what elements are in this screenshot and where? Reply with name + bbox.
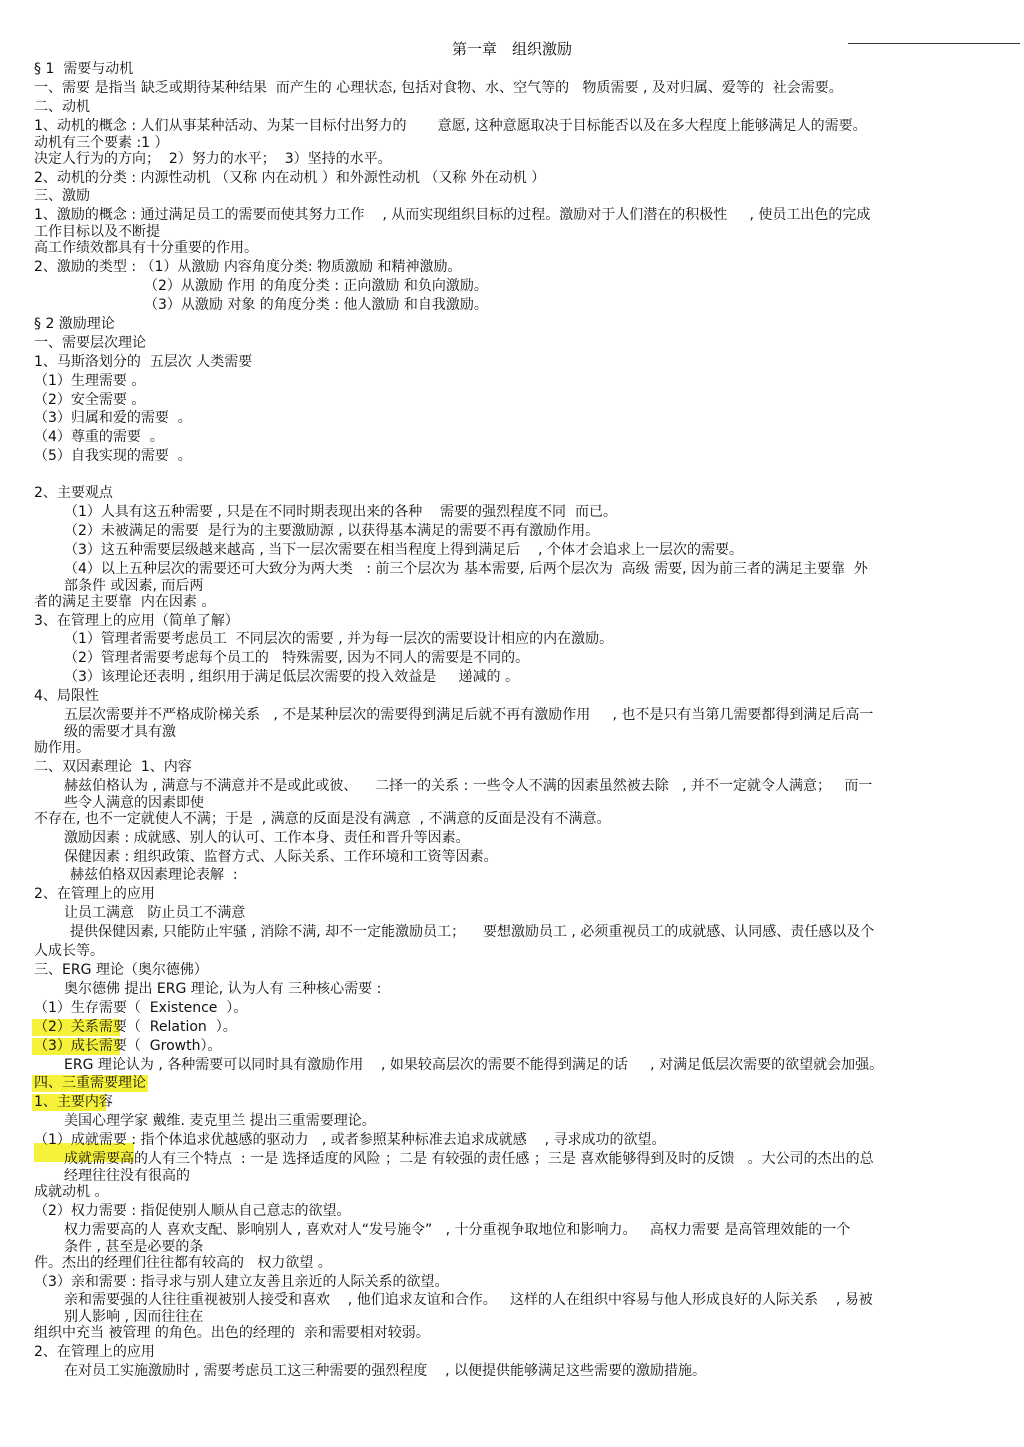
text-line: （3）从激励 对象 的角度分类 : 他人激励 和自我激励。 (144, 296, 488, 313)
text-line: 高工作绩效都具有十分重要的作用。 (34, 240, 258, 257)
list-item: （2）关系需要（ Relation ）。 (34, 1018, 237, 1035)
text-line: 件。杰出的经理们往往都有较高的 权力欲望 。 (34, 1254, 332, 1271)
section-heading: 四、三重需要理论 (34, 1075, 146, 1092)
section-heading: 2、在管理上的应用 (34, 1344, 155, 1361)
list-item: （5）自我实现的需要 。 (34, 448, 192, 465)
text-line: 者的满足主要靠 内在因素 。 (34, 593, 216, 610)
text-line: 励作用。 (34, 740, 90, 756)
text-line: 不存在, 也不一定就使人不满；于是 , 满意的反面是没有满意 , 不满意的反面是没有不满意。 (34, 810, 611, 827)
list-item: （4）以上五种层次的需要还可大致分为两大类 : 前三个层次为 基本需要, 后两个层次为 高级 需要, 因为前三者的满足主要靠 外 (64, 560, 868, 577)
section-heading: § 1 需要与动机 (34, 61, 134, 77)
text-line: 动机有三个要素 :1 ） (34, 134, 169, 151)
text-line: 1、动机的概念 : 人们从事某种活动、为某一目标付出努力的 意愿, 这种意愿取决于目标能否以及在多大程度上能够满足人的需要。 (34, 117, 867, 134)
text-line: 经理往往没有很高的 (64, 1167, 190, 1184)
section-heading: 3、在管理上的应用（简单了解） (34, 612, 239, 629)
list-item: （1）人具有这五种需要 , 只是在不同时期表现出来的各种 需要的强烈程度不同 而已。 (64, 504, 617, 521)
document-body (34, 60, 1020, 1381)
section-heading: 三、激励 (34, 188, 90, 205)
list-item: （3）这五种需要层级越来越高 , 当下一层次需要在相当程度上得到满足后 , 个体才会追求上一层次的需要。 (64, 541, 743, 558)
section-heading: 1、主要内容 (34, 1094, 113, 1111)
text-line: 亲和需要强的人往往重视被别人接受和喜欢 , 他们追求友谊和合作。 这样的人在组织中容易与他人形成良好的人际关系 , 易被 (64, 1292, 873, 1309)
list-item: （4）尊重的需要 。 (34, 429, 164, 446)
text-line: 五层次需要并不严格成阶梯关系 , 不是某种层次的需要得到满足后就不再有激励作用 , 也不是只有当第几需要都得到满足后高一 (64, 707, 874, 724)
text-line: 些令人满意的因素即使 (64, 794, 204, 811)
section-heading: § 2 激励理论 (34, 315, 115, 332)
list-item: （1）管理者需要考虑员工 不同层次的需要 , 并为每一层次的需要设计相应的内在激励。 (64, 631, 614, 648)
text-line: 条件 , 甚至是必要的条 (64, 1238, 204, 1255)
text-line: 2、激励的类型 : （1）从激励 内容角度分类: 物质激励 和精神激励。 (34, 259, 462, 276)
text-line: 激励因素 : 成就感、别人的认可、工作本身、责任和晋升等因素。 (64, 829, 470, 846)
list-item: （1）生存需要（ Existence ）。 (34, 999, 248, 1016)
text-line: 在对员工实施激励时 , 需要考虑员工这三种需要的强烈程度 , 以便提供能够满足这些需要的激励措施。 (64, 1363, 707, 1380)
list-item: （2）未被满足的需要 是行为的主要激励源 , 以获得基本满足的需要不再有激励作用。 (64, 522, 600, 539)
text-line: 级的需要才具有激 (64, 724, 176, 740)
text-line: 一、需要 是指当 缺乏或期待某种结果 而产生的 心理状态, 包括对食物、水、空气等的 物质需要 , 及对归属、爱等的 社会需要。 (34, 79, 843, 96)
list-item: （1）生理需要 。 (34, 372, 146, 389)
spacer (34, 466, 1020, 484)
text-line: 决定人行为的方向； 2）努力的水平； 3）坚持的水平。 (34, 150, 392, 167)
section-heading: 2、在管理上的应用 (34, 886, 155, 903)
text-line: 1、激励的概念 : 通过满足员工的需要而使其努力工作 , 从而实现组织目标的过程。激励对于人们潜在的积极性 , 使员工出色的完成 (34, 207, 871, 224)
text-line: 2、动机的分类 : 内源性动机 （又称 内在动机 ）和外源性动机 （又称 外在动机 ） (34, 169, 546, 186)
text-line: 成就动机 。 (34, 1183, 109, 1200)
section-heading: 二、双因素理论 1、内容 (34, 758, 192, 775)
text-line: 权力需要高的人 喜欢支配、影响别人 , 喜欢对人“发号施令” , 十分重视争取地位和影响力。 高权力需要 是高管理效能的一个 (64, 1221, 851, 1238)
text-line: 赫兹伯格认为 , 满意与不满意并不是或此或彼、 二择一的关系 : 一些令人不满的因素虽然被去除 , 并不一定就令人满意； 而一 (64, 777, 873, 794)
text-line: 美国心理学家 戴维. 麦克里兰 提出三重需要理论。 (64, 1113, 376, 1130)
text-line: 工作目标以及不断提 (34, 224, 160, 241)
list-item: （3）亲和需要 : 指寻求与别人建立友善且亲近的人际关系的欲望。 (34, 1273, 449, 1290)
text-line: 人成长等。 (34, 943, 104, 960)
text-line: 保健因素 : 组织政策、监督方式、人际关系、工作环境和工资等因素。 (64, 848, 498, 865)
text-line: 赫兹伯格双因素理论表解 : (70, 867, 238, 884)
text-line: ERG 理论认为 , 各种需要可以同时具有激励作用 , 如果较高层次的需要不能得到满足的话 , 对满足低层次需要的欲望就会加强。 (64, 1056, 884, 1073)
text-line: 提供保健因素, 只能防止牢骚 , 消除不满, 却不一定能激励员工； 要想激励员工 , 必须重视员工的成就感、认同感、责任感以及个 (70, 924, 875, 941)
section-heading: 一、需要层次理论 (34, 334, 146, 351)
page-title: 第一章 组织激励 (451, 40, 572, 58)
section-heading: 二、动机 (34, 98, 90, 115)
list-item: （3）成长需要（ Growth）。 (34, 1037, 222, 1054)
text-line: 1、马斯洛划分的 五层次 人类需要 (34, 353, 253, 370)
text-line: （2）从激励 作用 的角度分类 : 正向激励 和负向激励。 (144, 278, 488, 295)
list-item: （2）管理者需要考虑每个员工的 特殊需要, 因为不同人的需要是不同的。 (64, 650, 530, 667)
list-item: 部条件 或因素, 而后两 (64, 577, 204, 594)
section-heading: 三、ERG 理论（奥尔德佛） (34, 961, 208, 978)
list-item: （2）权力需要 : 指促使别人顺从自己意志的欲望。 (34, 1202, 351, 1219)
list-item: （1）成就需要 : 指个体追求优越感的驱动力 , 或者参照某种标准去追求成就感 , 寻求成功的欲望。 (34, 1132, 666, 1149)
text-line: 让员工满意 防止员工不满意 (64, 905, 246, 922)
section-heading: 2、主要观点 (34, 485, 113, 502)
text-line: 组织中充当 被管理 的角色。出色的经理的 亲和需要相对较弱。 (34, 1325, 430, 1342)
list-item: （3）归属和爱的需要 。 (34, 410, 192, 427)
text-line: 奥尔德佛 提出 ERG 理论, 认为人有 三种核心需要 : (64, 980, 382, 997)
list-item: （3）该理论还表明 , 组织用于满足低层次需要的投入效益是 递减的 。 (64, 669, 519, 686)
list-item: （2）安全需要 。 (34, 391, 146, 408)
text-line: 成就需要高的人有三个特点 : 一是 选择适度的风险 ；二是 有较强的责任感 ；三是 喜欢能够得到及时的反馈 。大公司的杰出的总 (64, 1151, 874, 1168)
text-line: 别人影响 , 因而往往在 (64, 1309, 204, 1326)
section-heading: 4、局限性 (34, 688, 99, 705)
